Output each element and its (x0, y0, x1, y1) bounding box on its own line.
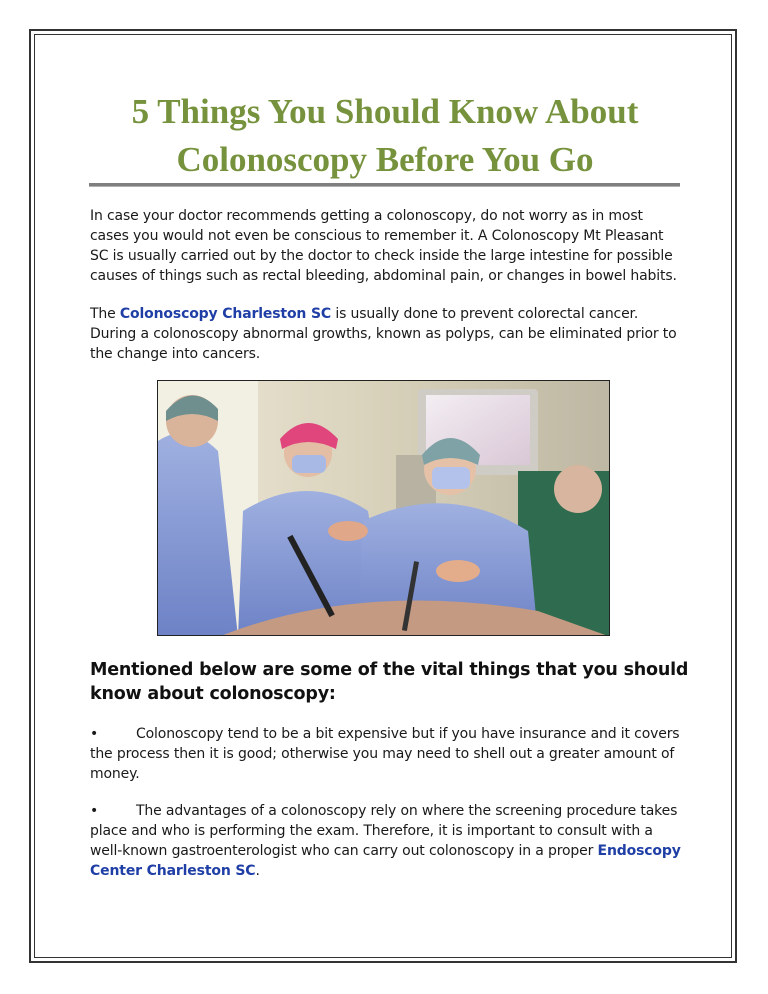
intro-paragraph: In case your doctor recommends getting a colonoscopy, do not worry as in most cases you would not even be conscious to remember it. A Colonoscopy Mt Pleasant SC is usually carried out by the doctor to check inside the large intestine for possible causes of things such as rectal bleeding, abdominal pain, or changes in bowel habits. (90, 208, 677, 284)
surgical-team-photo (157, 380, 610, 636)
para2-text-after: is usually done to prevent colorectal cancer. During a colonoscopy abnormal growths, known as polyps, can be eliminated prior to the change into cancers. (90, 306, 677, 362)
section-heading: Mentioned below are some of the vital things that you should know about colonoscopy: (90, 660, 689, 704)
endoscopy-center-link[interactable]: Endoscopy Center Charleston SC (90, 843, 681, 879)
bullet-text: The advantages of a colonoscopy rely on where the screening procedure takes place and who is performing the exam. Therefore, it is important to consult with a well-known gastroenterologist who can carry out colonoscopy in a proper (90, 803, 678, 859)
page-title (90, 88, 680, 184)
colonoscopy-charleston-link[interactable]: Colonoscopy Charleston SC (119, 306, 332, 322)
title-line-2: Colonoscopy Before You Go (176, 140, 594, 179)
bullet-item-advantages (90, 801, 682, 881)
bullet-marker: • (90, 726, 99, 742)
title-divider (89, 183, 680, 187)
bullet-text-after: . (255, 863, 260, 879)
title-line-1: 5 Things You Should Know About (131, 92, 639, 131)
bullet-item-cost (90, 724, 682, 784)
para2-text-before: The (90, 306, 120, 322)
bullet-text: Colonoscopy tend to be a bit expensive but if you have insurance and it covers the process then it is good; otherwise you may need to shell out a greater amount of money. (90, 726, 680, 782)
bullet-marker: • (90, 803, 99, 819)
cancer-prevention-paragraph (90, 304, 682, 364)
